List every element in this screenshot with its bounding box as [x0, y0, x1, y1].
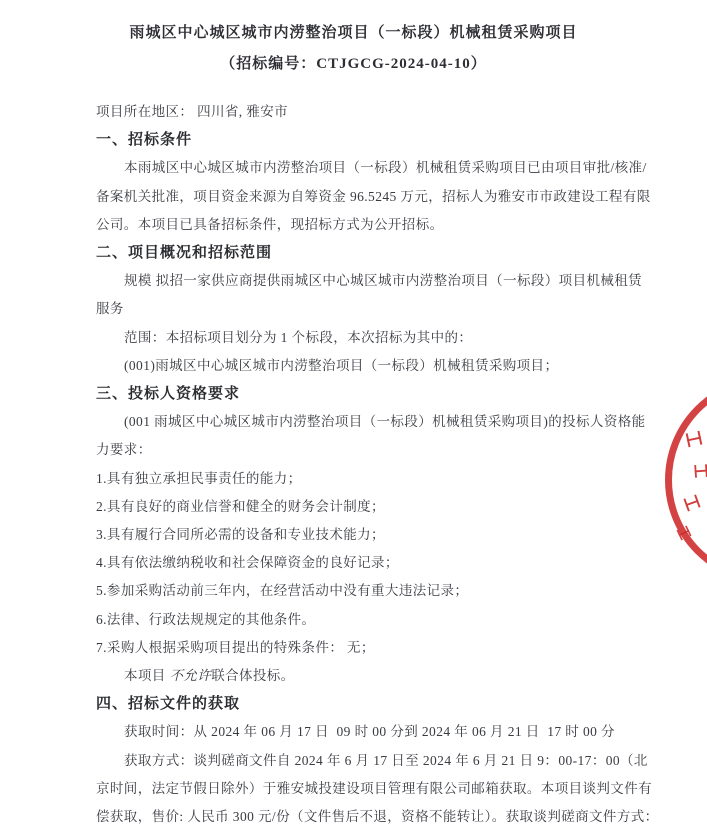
- section-heading: 一、招标条件: [96, 131, 193, 149]
- document-line: 公司。本项目已具备招标条件，现招标方式为公开招标。: [96, 216, 444, 232]
- document-line: 7.采购人根据采购项目提出的特殊条件： 无；: [96, 639, 375, 655]
- section-heading: 二、项目概况和招标范围: [96, 244, 273, 262]
- document-line: 京时间，法定节假日除外）于雅安城投建设项目管理有限公司邮箱获取。本项目谈判文件有: [96, 780, 652, 796]
- document-line: 1.具有独立承担民事责任的能力；: [96, 470, 302, 486]
- document-line: 力要求：: [96, 442, 152, 458]
- text-segment: 本项目: [124, 668, 170, 684]
- document-title-block: [0, 0, 707, 80]
- document-line: [96, 662, 667, 690]
- document-line: 偿获取，售价: 人民币 300 元/份（文件售后不退，资格不能转让）。获取谈判磋商文件方式：: [96, 809, 659, 825]
- document-line: 范围：本招标项目划分为 1 个标段，本次招标为其中的：: [124, 329, 473, 345]
- document-line: 服务: [96, 301, 124, 317]
- document-line: 6.法律、行政法规规定的其他条件。: [96, 611, 316, 627]
- document-line: 获取方式：谈判磋商文件自 2024 年 6 月 17 日至 2024 年 6 月 21 日 9：00-17：00（北: [124, 752, 648, 768]
- document-line: 4.具有依法缴纳税收和社会保障资金的良好记录；: [96, 555, 399, 571]
- document-line: 项目所在地区： 四川省, 雅安市: [96, 104, 289, 119]
- document-line: 获取时间：从 2024 年 06 月 17 日 09 时 00 分到 2024 年 06 月 21 日 17 时 00 分: [124, 724, 615, 740]
- document-line: 2.具有良好的商业信誉和健全的财务会计制度；: [96, 498, 385, 514]
- document-line: 备案机关批准，项目资金来源为自筹资金 96.5245 万元，招标人为雅安市市政建设工程有限: [96, 188, 651, 204]
- document-line: 3.具有履行合同所必需的设备和专业技术能力；: [96, 527, 385, 543]
- document-line: 本雨城区中心城区城市内涝整治项目（一标段）机械租赁采购项目已由项目审批/核准/: [124, 160, 647, 176]
- document-line: 规模 拟招一家供应商提供雨城区中心城区城市内涝整治项目（一标段）项目机械租赁: [124, 273, 643, 289]
- section-heading: 四、招标文件的获取: [96, 695, 241, 713]
- text-segment: 不允许: [169, 668, 212, 684]
- document-line: 5.参加采购活动前三年内，在经营活动中没有重大违法记录；: [96, 583, 469, 599]
- section-heading: 三、投标人资格要求: [96, 385, 241, 403]
- document-line: (001 雨城区中心城区城市内涝整治项目（一标段）机械租赁采购项目)的投标人资格能: [124, 414, 646, 430]
- document-body: [0, 98, 707, 831]
- document-title: 雨城区中心城区城市内涝整治项目（一标段）机械租赁采购项目: [129, 25, 578, 41]
- document-line: (001)雨城区中心城区城市内涝整治项目（一标段）机械租赁采购项目；: [124, 357, 559, 373]
- text-segment: 联合体投标。: [211, 668, 295, 684]
- tender-number: （招标编号：CTJGCG-2024-04-10）: [220, 56, 487, 72]
